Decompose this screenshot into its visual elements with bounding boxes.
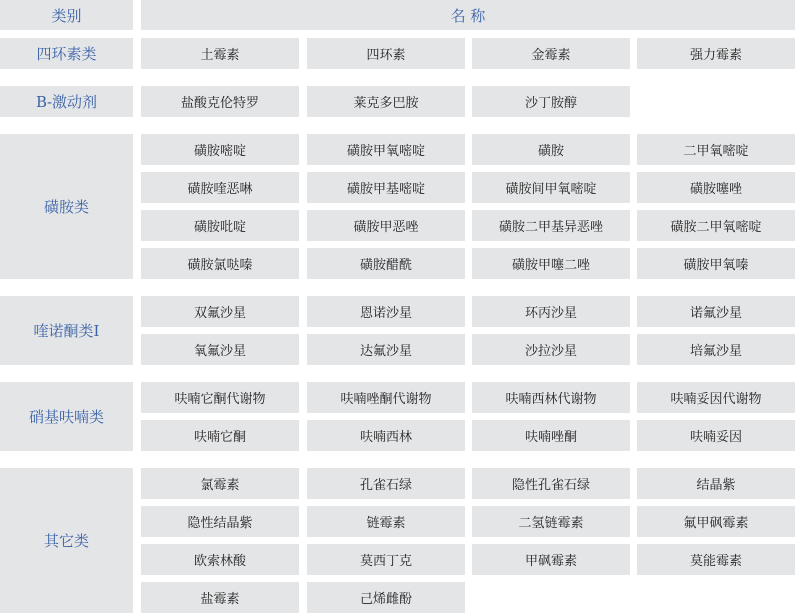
drug-name-cell: 呋喃妥因 [637,420,795,451]
drug-name-cell: 双氟沙星 [141,296,299,327]
header-category: 类别 [0,0,133,30]
drug-name-cell: 土霉素 [141,38,299,69]
drug-name-cell: 盐霉素 [141,582,299,613]
drug-name-cell: 磺胺二甲氧嘧啶 [637,210,795,241]
drug-name-cell: 呋喃它酮 [141,420,299,451]
drug-name-cell: 氟甲砜霉素 [637,506,795,537]
drug-name-cell: 磺胺醋酰 [307,248,465,279]
drug-name-cell: 呋喃西林代谢物 [472,382,630,413]
category-cell: 四环素类 [0,38,133,69]
drug-name-cell: 沙丁胺醇 [472,86,630,117]
drug-name-cell: 磺胺甲基嘧啶 [307,172,465,203]
drug-name-cell: 沙拉沙星 [472,334,630,365]
drug-name-cell: 呋喃它酮代谢物 [141,382,299,413]
drug-name-cell: 链霉素 [307,506,465,537]
drug-name-cell: 磺胺甲噻二唑 [472,248,630,279]
drug-name-cell: 磺胺 [472,134,630,165]
drug-name-cell: 欧索林酸 [141,544,299,575]
category-cell: 磺胺类 [0,134,133,279]
drug-name-cell: 金霉素 [472,38,630,69]
category-cell: 喹诺酮类I [0,296,133,365]
drug-name-cell: 呋喃唑酮 [472,420,630,451]
category-cell: Β-激动剂 [0,86,133,117]
drug-name-cell: 二甲氧嘧啶 [637,134,795,165]
drug-name-cell: 磺胺氯哒嗪 [141,248,299,279]
drug-name-cell: 达氟沙星 [307,334,465,365]
drug-name-cell: 恩诺沙星 [307,296,465,327]
drug-name-cell: 莫能霉素 [637,544,795,575]
drug-name-cell: 磺胺吡啶 [141,210,299,241]
drug-name-cell: 结晶紫 [637,468,795,499]
drug-name-cell: 磺胺甲氧嗪 [637,248,795,279]
drug-name-cell: 磺胺二甲基异恶唑 [472,210,630,241]
drug-name-cell: 隐性结晶紫 [141,506,299,537]
drug-name-cell: 己烯雌酚 [307,582,465,613]
drug-name-cell: 环丙沙星 [472,296,630,327]
drug-name-cell: 呋喃妥因代谢物 [637,382,795,413]
drug-name-cell: 磺胺喹恶啉 [141,172,299,203]
category-cell: 其它类 [0,468,133,613]
drug-name-cell: 磺胺甲恶唑 [307,210,465,241]
drug-name-cell: 磺胺甲氧嘧啶 [307,134,465,165]
drug-name-cell: 呋喃西林 [307,420,465,451]
drug-name-cell: 二氢链霉素 [472,506,630,537]
drug-name-cell: 莱克多巴胺 [307,86,465,117]
drug-name-cell: 孔雀石绿 [307,468,465,499]
drug-name-cell: 四环素 [307,38,465,69]
category-cell: 硝基呋喃类 [0,382,133,451]
drug-name-cell: 强力霉素 [637,38,795,69]
drug-name-cell: 磺胺嘧啶 [141,134,299,165]
drug-name-cell: 甲砜霉素 [472,544,630,575]
drug-name-cell: 盐酸克伦特罗 [141,86,299,117]
drug-name-cell: 诺氟沙星 [637,296,795,327]
drug-name-cell: 氯霉素 [141,468,299,499]
drug-name-cell: 磺胺噻唑 [637,172,795,203]
drug-name-cell: 培氟沙星 [637,334,795,365]
drug-name-cell: 莫西丁克 [307,544,465,575]
drug-name-cell: 氧氟沙星 [141,334,299,365]
drug-name-cell: 呋喃唑酮代谢物 [307,382,465,413]
drug-name-cell: 隐性孔雀石绿 [472,468,630,499]
drug-name-cell: 磺胺间甲氧嘧啶 [472,172,630,203]
header-name: 名 称 [141,0,795,30]
